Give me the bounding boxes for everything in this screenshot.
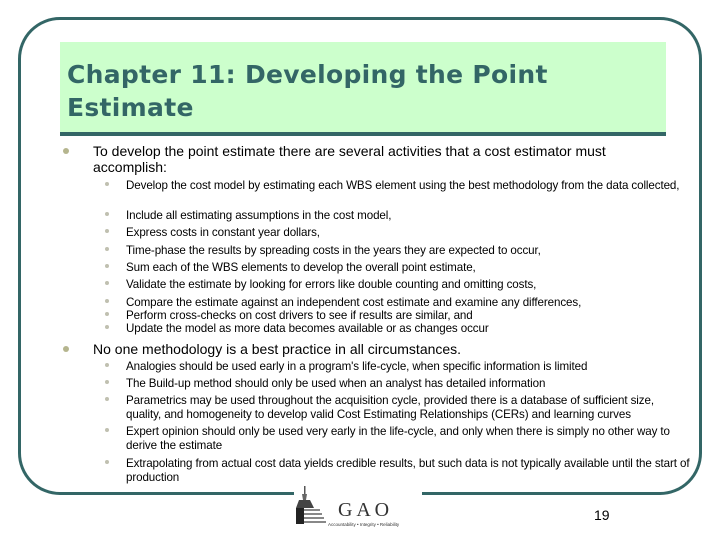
svg-text:G A O: G A O (338, 499, 390, 521)
sub-bullet-text: Perform cross-checks on cost drivers to see if results are similar, and (126, 309, 473, 322)
sub-bullet-text: Update the model as more data becomes available or as changes occur (126, 322, 489, 335)
bullet-item (93, 143, 653, 175)
sub-bullet-text: Develop the cost model by estimating each WBS element using the best methodology from the data collected, (126, 179, 680, 192)
bullet-icon (105, 428, 109, 432)
sub-bullet-text: Compare the estimate against an independent cost estimate and examine any differences, (126, 296, 582, 309)
bullet-item (93, 341, 653, 357)
sub-bullet-item (126, 309, 691, 323)
sub-bullet-text: Time-phase the results by spreading costs in the years they are expected to occur, (126, 244, 541, 257)
title-box (60, 42, 666, 136)
sub-bullet-text: Include all estimating assumptions in the cost model, (126, 209, 392, 222)
sub-bullet-item (126, 209, 691, 223)
bullet-icon (105, 299, 109, 303)
bullet-icon (105, 363, 109, 367)
bullet-icon (105, 264, 109, 268)
sub-bullet-item (126, 457, 691, 485)
bullet-icon (105, 229, 109, 233)
sub-bullet-item (126, 278, 691, 292)
sub-bullet-item (126, 377, 691, 391)
bullet-icon (105, 182, 109, 186)
bullet-text: No one methodology is a best practice in all circumstances. (93, 341, 462, 357)
sub-bullet-item (126, 226, 691, 240)
sub-bullet-item (126, 296, 691, 310)
page-number: 19 (594, 507, 610, 523)
gao-logo (294, 484, 422, 530)
sub-bullet-text: Analogies should be used early in a program's life-cycle, when specific information is limited (126, 360, 588, 373)
sub-bullet-text: Extrapolating from actual cost data yields credible results, but such data is not typically available until the start of production (126, 457, 690, 484)
sub-bullet-text: Expert opinion should only be used very early in the life-cycle, and only when there is simply no other way to derive the estimate (126, 425, 670, 452)
bullet-icon (63, 346, 69, 352)
bullet-icon (63, 148, 69, 154)
bullet-icon (105, 281, 109, 285)
slide-title: Chapter 11: Developing the Point Estimate (67, 60, 548, 122)
bullet-text: To develop the point estimate there are several activities that a cost estimator must accomplish: (93, 143, 606, 175)
sub-bullet-item (126, 244, 691, 258)
svg-text:Accountability • Integrity • R: Accountability • Integrity • Reliability (328, 522, 400, 527)
sub-bullet-text: Validate the estimate by looking for errors like double counting and omitting costs, (126, 278, 537, 291)
bullet-icon (105, 247, 109, 251)
sub-bullet-text: Sum each of the WBS elements to develop the overall point estimate, (126, 261, 476, 274)
sub-bullet-text: Parametrics may be used throughout the acquisition cycle, provided there is a database of sufficient size, quality, and homogeneity to develop valid Cost Estimating Relationships (CERs) and learning curves (126, 394, 654, 421)
bullet-icon (105, 212, 109, 216)
sub-bullet-item (126, 322, 691, 336)
sub-bullet-text: Express costs in constant year dollars, (126, 226, 320, 239)
bullet-icon (105, 325, 109, 329)
capitol-dome-icon (294, 484, 422, 530)
sub-bullet-item (126, 425, 691, 453)
sub-bullet-item (126, 394, 691, 422)
bullet-icon (105, 460, 109, 464)
bullet-icon (105, 312, 109, 316)
sub-bullet-item (126, 179, 691, 193)
bullet-icon (105, 380, 109, 384)
bullet-icon (105, 397, 109, 401)
sub-bullet-item (126, 261, 691, 275)
sub-bullet-text: The Build-up method should only be used when an analyst has detailed information (126, 377, 546, 390)
sub-bullet-item (126, 360, 691, 374)
